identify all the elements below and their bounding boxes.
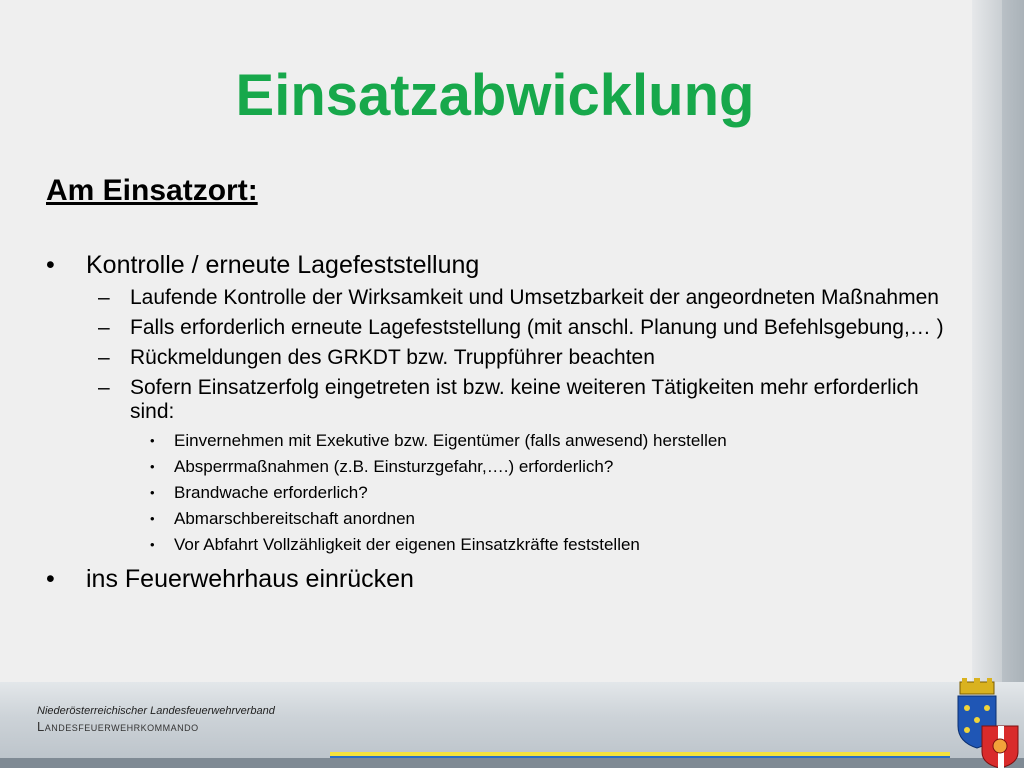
right-decorative-band-dark <box>1002 0 1024 768</box>
slide-title: Einsatzabwicklung <box>235 63 755 128</box>
bullet-marker: • <box>46 565 55 593</box>
list-item-text: Rückmeldungen des GRKDT bzw. Truppführer beachten <box>130 346 655 369</box>
bullet-marker: • <box>150 511 155 526</box>
list-item-text: Abmarschbereitschaft anordnen <box>174 509 415 528</box>
footer-unit: Landesfeuerwehrkommando <box>37 719 199 734</box>
bullet-marker: • <box>46 251 55 279</box>
list-item <box>46 346 946 370</box>
list-item <box>46 564 946 594</box>
list-item <box>46 376 946 424</box>
list-item-text: Absperrmaßnahmen (z.B. Einsturzgefahr,….) erforderlich? <box>174 457 614 476</box>
footer-organization: Niederösterreichischer Landesfeuerwehrverband <box>37 705 275 717</box>
list-item-text: Vor Abfahrt Vollzähligkeit der eigenen Einsatzkräfte feststellen <box>174 535 640 554</box>
list-item-text: Einvernehmen mit Exekutive bzw. Eigentümer (falls anwesend) herstellen <box>174 431 727 450</box>
dash-marker: – <box>98 286 110 309</box>
bullet-marker: • <box>150 459 155 474</box>
bullet-marker: • <box>150 433 155 448</box>
dash-marker: – <box>98 346 110 369</box>
list-item-text: ins Feuerwehrhaus einrücken <box>86 565 414 593</box>
list-item <box>46 456 946 477</box>
list-item-text: Sofern Einsatzerfolg eingetreten ist bzw. keine weiteren Tätigkeiten mehr erforderlich sind: <box>130 376 919 423</box>
dash-marker: – <box>98 316 110 339</box>
list-item-text: Falls erforderlich erneute Lagefeststellung (mit anschl. Planung und Befehlsgebung,… ) <box>130 316 944 339</box>
footer-bottom-band <box>0 758 1024 768</box>
list-item <box>46 316 946 340</box>
dash-marker: – <box>98 376 110 399</box>
list-item <box>46 250 946 280</box>
list-item <box>46 534 946 555</box>
list-item-text: Brandwache erforderlich? <box>174 483 368 502</box>
bullet-list <box>46 250 946 600</box>
bullet-marker: • <box>150 537 155 552</box>
list-item-text: Laufende Kontrolle der Wirksamkeit und Umsetzbarkeit der angeordneten Maßnahmen <box>130 286 939 309</box>
list-item <box>46 286 946 310</box>
lower-austria-coat-of-arms-icon <box>952 678 1022 768</box>
slide-subheading: Am Einsatzort: <box>46 174 258 207</box>
bullet-marker: • <box>150 485 155 500</box>
list-item-text: Kontrolle / erneute Lagefeststellung <box>86 251 480 279</box>
list-item <box>46 430 946 451</box>
list-item <box>46 508 946 529</box>
list-item <box>46 482 946 503</box>
